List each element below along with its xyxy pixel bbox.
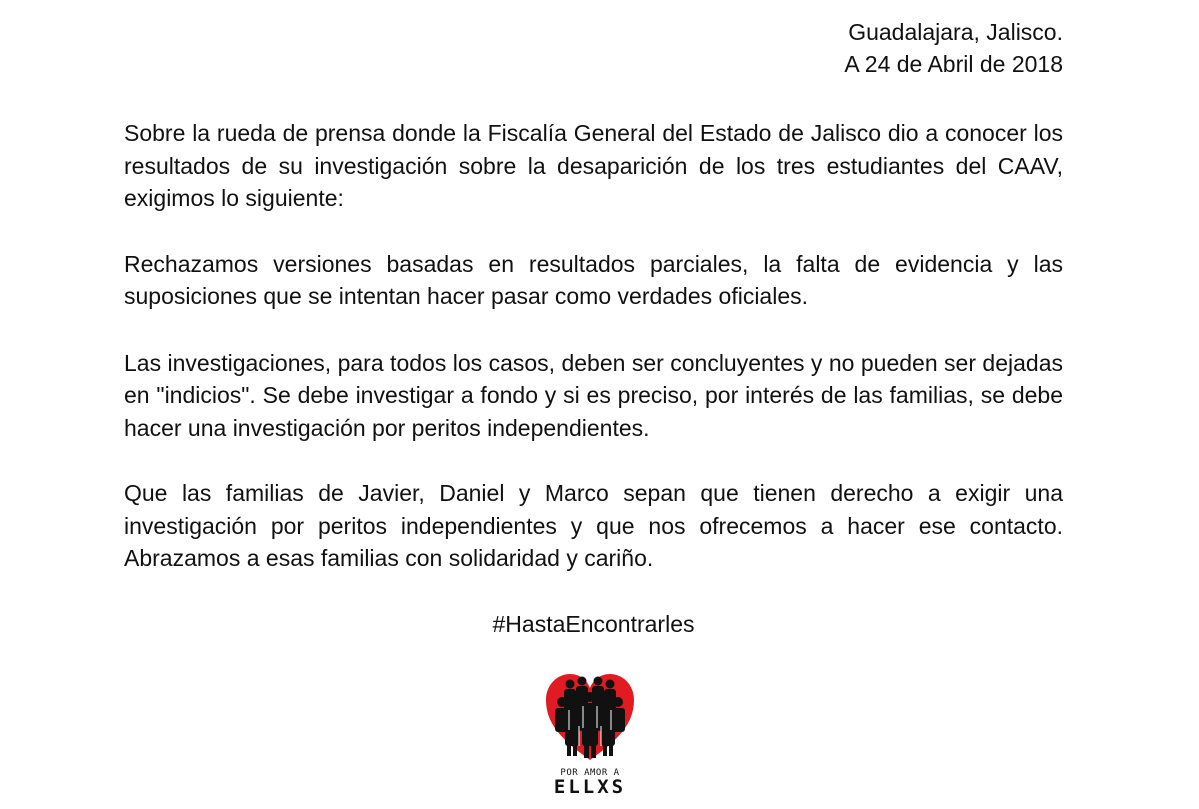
header-city: Guadalajara, Jalisco.: [848, 19, 1063, 45]
header-date: A 24 de Abril de 2018: [844, 51, 1063, 77]
paragraph-families: Que las familias de Javier, Daniel y Marco sepan que tienen derecho a exigir una investigación por peritos independientes y que nos ofrecemos a hacer ese contacto. Abrazamos a esas familias con solidaridad y cariño.: [124, 480, 1063, 571]
letter-header: [124, 16, 1063, 80]
por-amor-a-ellxs-logo: [540, 668, 640, 798]
logo-text-big: ELLXS: [553, 776, 627, 798]
paragraph-rejection: Rechazamos versiones basadas en resultados parciales, la falta de evidencia y las suposiciones que se intentan hacer pasar como verdades oficiales.: [124, 250, 1063, 309]
letter-document: [124, 16, 1063, 640]
heart-people-icon: [540, 668, 640, 768]
paragraph-intro: Sobre la rueda de prensa donde la Fiscalía General del Estado de Jalisco dio a conocer los resultados de su investigación sobre la desaparición de los tres estudiantes del CAAV, exigimos lo siguiente:: [124, 120, 1063, 211]
paragraph-investigations: Las investigaciones, para todos los casos, deben ser concluyentes y no pueden ser dejadas en "indicios". Se debe investigar a fondo y si es preciso, por interés de las familias, se debe hacer una investigación por peritos independientes.: [124, 349, 1063, 441]
hashtag: #HastaEncontrarles: [492, 610, 695, 637]
logo-text-small: POR AMOR A: [560, 768, 620, 778]
